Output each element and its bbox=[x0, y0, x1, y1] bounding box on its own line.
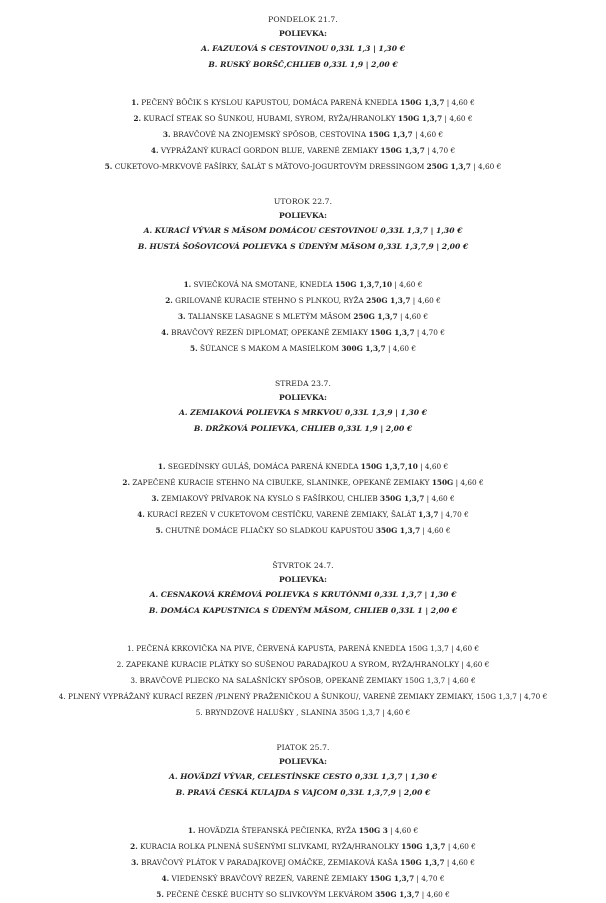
dish-price: | 4,60 € bbox=[412, 130, 444, 139]
soup-heading: POLIEVKA: bbox=[279, 211, 327, 220]
dish-name: TALIANSKE LASAGNE S MLETÝM MÄSOM bbox=[187, 312, 352, 321]
dish-number: 1. bbox=[183, 280, 192, 289]
dish-number: 4. bbox=[58, 692, 66, 701]
dish-price: | 4,60 € bbox=[444, 858, 475, 867]
dish-item bbox=[0, 127, 606, 143]
dish-weight-allergens: 250G 1,3,7 bbox=[366, 296, 411, 305]
dish-item bbox=[0, 705, 606, 721]
dish-name: HOVÄDZIA ŠTEFANSKÁ PEČIENKA, RYŽA bbox=[197, 826, 357, 835]
dish-weight-allergens: 150G 1,3,7 bbox=[400, 98, 445, 107]
dish-name: VYPRÁŽANÝ KURACÍ GORDON BLUE, VARENÉ ZEMIAKY bbox=[160, 146, 379, 155]
dish-price: | 4,60 € bbox=[392, 280, 423, 289]
day-title: PONDELOK 21.7. bbox=[268, 15, 338, 24]
dish-name: BRAVČOVÝ REZEŇ DIPLOMAT, OPEKANÉ ZEMIAKY bbox=[171, 328, 368, 337]
dish-number: 2. bbox=[116, 660, 124, 669]
dish-name: PEČENÝ BÔČIK S KYSLOU KAPUSTOU, DOMÁCA PARENÁ KNEDĽA bbox=[141, 98, 398, 107]
dish-item bbox=[0, 475, 606, 491]
dish-weight-allergens: 150G 1,3,7,10 bbox=[335, 280, 393, 289]
soup-heading: POLIEVKA: bbox=[279, 393, 327, 402]
dish-item bbox=[0, 111, 606, 127]
dish-price: | 4,60 € bbox=[453, 478, 484, 487]
dish-price: | 4,60 € bbox=[445, 842, 476, 851]
dish-name: CUKETOVO-MRKVOVÉ FAŠÍRKY, ŠALÁT S MÄTOVO-JOGURTOVÝM DRESSINGOM bbox=[114, 162, 425, 171]
soup-item: A. FAZUĽOVÁ S CESTOVINOU 0,33L 1,3 | 1,30 € bbox=[201, 44, 405, 53]
dish-weight-allergens: 150G 1,3,7 bbox=[370, 328, 415, 337]
day-title: STREDA 23.7. bbox=[274, 379, 332, 388]
soup-item: B. HUSTÁ ŠOŠOVICOVÁ POLIEVKA S ÚDENÝM MÄSOM 0,33L 1,3,7,9 | 2,00 € bbox=[137, 242, 469, 251]
dish-weight-allergens: 150G 1,3,7 bbox=[408, 644, 449, 653]
dish-item bbox=[0, 887, 606, 903]
dish-weight-allergens: 350G 1,3,7 bbox=[339, 708, 380, 717]
dish-weight-allergens: 350G 1,3,7 bbox=[375, 890, 420, 899]
dish-item bbox=[0, 491, 606, 507]
soup-item: B. PRAVÁ ČESKÁ KULAJDA S VAJCOM 0,33L 1,3,7,9 | 2,00 € bbox=[175, 788, 431, 797]
dish-name: ZAPEČENÉ KURACIE STEHNO NA CIBUĽKE, SLANINKE, OPEKANÉ ZEMIAKY bbox=[132, 478, 430, 487]
day-section bbox=[0, 559, 606, 741]
dish-price: | 4,60 € bbox=[419, 890, 450, 899]
dish-price: | 4,60 € bbox=[397, 312, 428, 321]
dish-name: KURACÍ STEAK SO ŠUNKOU, HUBAMI, SYROM, RYŽA/HRANOLKY bbox=[143, 114, 396, 123]
soup-heading: POLIEVKA: bbox=[279, 575, 327, 584]
dish-price: | 4,70 € bbox=[424, 146, 456, 155]
dish-number: 4. bbox=[150, 146, 159, 155]
dish-price: | 4,60 € bbox=[420, 526, 451, 535]
dish-weight-allergens: 150G 1,3,7 bbox=[476, 692, 517, 701]
soup-item: B. DRŽKOVÁ POLIEVKA, CHLIEB 0,33L 1,9 | 2,00 € bbox=[193, 424, 413, 433]
dish-price: | 4,60 € bbox=[379, 708, 411, 717]
dish-item bbox=[0, 325, 606, 341]
dish-number: 2. bbox=[133, 114, 142, 123]
day-title: PIATOK 25.7. bbox=[276, 743, 330, 752]
soup-item: A. HOVÄDZÍ VÝVAR, CELESTÍNSKE CESTO 0,33L 1,3,7 | 1,30 € bbox=[169, 772, 437, 781]
dish-name: VIEDENSKÝ BRAVČOVÝ REZEŇ, VARENÉ ZEMIAKY bbox=[171, 874, 368, 883]
dish-weight-allergens: 350G 1,3,7 bbox=[375, 526, 421, 535]
dish-number: 5. bbox=[104, 162, 113, 171]
dish-price: | 4,60 € bbox=[445, 676, 476, 685]
dish-name: GRILOVANÉ KURACIE STEHNO S PLNKOU, RYŽA bbox=[175, 296, 364, 305]
dish-price: | 4,70 € bbox=[516, 692, 548, 701]
soup-heading: POLIEVKA: bbox=[279, 757, 327, 766]
dish-number: 1. bbox=[131, 98, 139, 107]
dish-weight-allergens: 150G 1,3,7,10 bbox=[360, 462, 418, 471]
soup-item: A. ZEMIAKOVÁ POLIEVKA S MRKVOU 0,33L 1,3,9 | 1,30 € bbox=[179, 408, 427, 417]
dish-number: 2. bbox=[122, 478, 131, 487]
dish-number: 2. bbox=[165, 296, 173, 305]
day-title: ŠTVRTOK 24.7. bbox=[272, 561, 334, 570]
dish-weight-allergens: 250G 1,3,7 bbox=[353, 312, 398, 321]
dish-price: | 4,60 € bbox=[385, 344, 416, 353]
dish-number: 4. bbox=[161, 328, 169, 337]
dish-name: PEČENÁ KRKOVIČKA NA PIVE, ČERVENÁ KAPUSTA, PARENÁ KNEDĽA bbox=[136, 644, 406, 653]
dish-name: KURACÍ REZEŇ V CUKETOVOM CESTÍČKU, VARENÉ ZEMIAKY, ŠALÁT bbox=[147, 510, 416, 519]
dish-item bbox=[0, 641, 606, 657]
dish-number: 3. bbox=[177, 312, 186, 321]
dish-number: 5. bbox=[156, 890, 164, 899]
dish-name: PLNENÝ VYPRÁŽANÝ KURACÍ REZEŇ /PLNENÝ PRAŽENIČKOU A ŠUNKOU/, VARENÉ ZEMIAKY ZEMIAKY, bbox=[68, 692, 474, 701]
dish-price: | 4,60 € bbox=[448, 644, 480, 653]
dish-item bbox=[0, 839, 606, 855]
dish-number: 5. bbox=[190, 344, 198, 353]
dish-number: 4. bbox=[137, 510, 145, 519]
dish-weight-allergens: 150G 1,3,7 bbox=[380, 146, 425, 155]
dish-price: | 4,60 € bbox=[417, 462, 449, 471]
dish-name: CHUTNÉ DOMÁCE FLIAČKY SO SLADKOU KAPUSTOU bbox=[165, 526, 374, 535]
dish-price: | 4,60 € bbox=[424, 494, 455, 503]
dish-name: ŠÚĽANCE S MAKOM A MASIELKOM bbox=[199, 344, 340, 353]
dish-name: BRYNDZOVÉ HALUŠKY , SLANINA bbox=[205, 708, 337, 717]
dish-weight-allergens: 150G 3 bbox=[358, 826, 388, 835]
dish-weight-allergens: 150G 1,3,7 bbox=[397, 114, 443, 123]
dish-weight-allergens: 150G 1,3,7 bbox=[369, 874, 415, 883]
dish-item bbox=[0, 689, 606, 705]
soup-item: B. DOMÁCA KAPUSTNICA S ÚDENÝM MÄSOM, CHLIEB 0,33L 1 | 2,00 € bbox=[148, 606, 458, 615]
dish-price: | 4,60 € bbox=[442, 114, 473, 123]
dish-number: 3. bbox=[151, 494, 159, 503]
dish-item bbox=[0, 523, 606, 539]
dish-name: SEGEDÍNSKY GULÁŠ, DOMÁCA PARENÁ KNEDĽA bbox=[167, 462, 359, 471]
dish-name: BRAVČOVÉ NA ZNOJEMSKÝ SPÔSOB, CESTOVINA bbox=[172, 130, 367, 139]
dish-item bbox=[0, 657, 606, 673]
dish-name: ZAPEKANÉ KURACIE PLÁTKY SO SUŠENOU PARADAJKOU A SYROM, RYŽA/HRANOLKY bbox=[125, 660, 460, 669]
dish-weight-allergens: 150G 1,3,7 bbox=[404, 676, 446, 685]
soup-item: A. KURACÍ VÝVAR S MÄSOM DOMÁCOU CESTOVINOU 0,33L 1,3,7 | 1,30 € bbox=[143, 226, 463, 235]
dish-weight-allergens: 150G 1,3,7 bbox=[368, 130, 413, 139]
dish-item bbox=[0, 293, 606, 309]
dish-name: KURACIA ROLKA PLNENÁ SUŠENÝMI SLIVKAMI, RYŽA/HRANOLKY bbox=[140, 842, 399, 851]
dish-name: BRAVČOVÉ PLIECKO NA SALAŠNÍCKY SPÔSOB, OPEKANÉ ZEMIAKY bbox=[139, 676, 403, 685]
dish-weight-allergens: 150G 1,3,7 bbox=[400, 858, 445, 867]
dish-number: 5. bbox=[195, 708, 203, 717]
dish-item bbox=[0, 459, 606, 475]
dish-number: 3. bbox=[130, 676, 138, 685]
dish-item bbox=[0, 95, 606, 111]
dish-weight-allergens: 150G bbox=[431, 478, 454, 487]
dish-number: 1. bbox=[157, 462, 166, 471]
dish-price: | 4,60 € bbox=[387, 826, 419, 835]
dish-number: 4. bbox=[161, 874, 170, 883]
day-section bbox=[0, 13, 606, 195]
dish-item bbox=[0, 673, 606, 689]
dish-item bbox=[0, 507, 606, 523]
dish-item bbox=[0, 159, 606, 175]
dish-price: | 4,60 € bbox=[459, 660, 490, 669]
dish-number: 1. bbox=[187, 826, 196, 835]
dish-weight-allergens: 1,3,7 bbox=[418, 510, 439, 519]
dish-item bbox=[0, 341, 606, 357]
day-section bbox=[0, 377, 606, 559]
dish-weight-allergens: 300G 1,3,7 bbox=[341, 344, 386, 353]
dish-number: 1. bbox=[126, 644, 134, 653]
dish-price: | 4,60 € bbox=[444, 98, 475, 107]
dish-number: 5. bbox=[155, 526, 164, 535]
dish-price: | 4,70 € bbox=[414, 328, 445, 337]
dish-item bbox=[0, 823, 606, 839]
dish-item bbox=[0, 277, 606, 293]
dish-price: | 4,70 € bbox=[414, 874, 445, 883]
day-title: UTOROK 22.7. bbox=[273, 197, 333, 206]
dish-name: BRAVČOVÝ PLÁTOK V PARADAJKOVEJ OMÁČKE, ZEMIAKOVÁ KAŠA bbox=[141, 858, 398, 867]
dish-item bbox=[0, 871, 606, 887]
dish-name: ZEMIAKOVÝ PRÍVAROK NA KYSLO S FAŠÍRKOU, CHLIEB bbox=[161, 494, 378, 503]
dish-price: | 4,70 € bbox=[438, 510, 469, 519]
day-section bbox=[0, 741, 606, 903]
dish-weight-allergens: 150G 1,3,7 bbox=[401, 842, 446, 851]
dish-name: PEČENÉ ČESKÉ BUCHTY SO SLIVKOVÝM LEKVÁROM bbox=[166, 890, 373, 899]
dish-number: 3. bbox=[162, 130, 171, 139]
dish-price: | 4,60 € bbox=[470, 162, 502, 171]
dish-weight-allergens: 350G 1,3,7 bbox=[380, 494, 425, 503]
soup-item: B. RUSKÝ BORŠČ,CHLIEB 0,33L 1,9 | 2,00 € bbox=[208, 60, 398, 69]
soup-heading: POLIEVKA: bbox=[279, 29, 327, 38]
dish-item bbox=[0, 143, 606, 159]
dish-price: | 4,60 € bbox=[410, 296, 441, 305]
dish-item bbox=[0, 309, 606, 325]
dish-number: 2. bbox=[130, 842, 138, 851]
dish-number: 3. bbox=[131, 858, 139, 867]
dish-name: SVIEČKOVÁ NA SMOTANE, KNEDĽA bbox=[193, 280, 333, 289]
dish-weight-allergens: 250G 1,3,7 bbox=[426, 162, 471, 171]
soup-item: A. CESNAKOVÁ KRÉMOVÁ POLIEVKA S KRUTÓNMI 0,33L 1,3,7 | 1,30 € bbox=[149, 590, 457, 599]
day-section bbox=[0, 195, 606, 377]
